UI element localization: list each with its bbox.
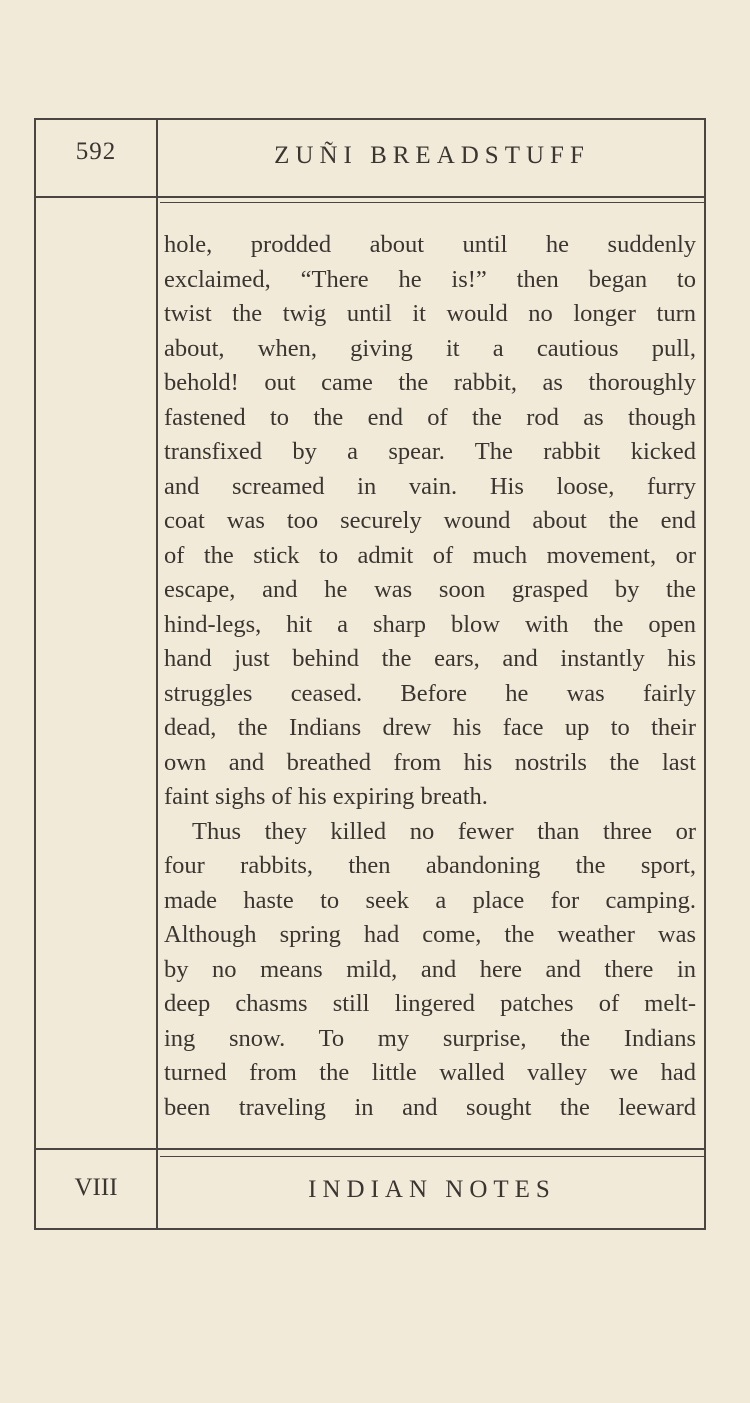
text-line: been traveling in and sought the leeward (164, 1093, 696, 1121)
text-line: own and breathed from his nostrils the last (164, 748, 696, 776)
column-divider (156, 120, 158, 1228)
text-line: turned from the little walled valley we had (164, 1059, 696, 1086)
text-line: four rabbits, then abandoning the sport, (164, 852, 696, 879)
text-line: transfixed by a spear. The rabbit kicked (164, 438, 696, 465)
header-rule-inner (160, 202, 704, 203)
running-head: ZUÑI BREADSTUFF (274, 142, 590, 169)
text-line: Thus they killed no fewer than three or (192, 817, 696, 845)
footer-rule-inner (160, 1156, 704, 1157)
text-line: Although spring had come, the weather was (164, 921, 696, 948)
text-line: dead, the Indians drew his face up to their (164, 714, 696, 741)
text-line: ing snow. To my surprise, the Indians (164, 1024, 696, 1052)
text-line: coat was too securely wound about the end (164, 507, 696, 534)
text-line: deep chasms still lingered patches of melt- (164, 990, 696, 1017)
text-line: twist the twig until it would no longer turn (164, 300, 696, 327)
text-line: of the stick to admit of much movement, or (164, 541, 696, 569)
text-line: behold! out came the rabbit, as thoroughly (164, 369, 696, 396)
body-text (164, 228, 696, 1125)
text-line: by no means mild, and here and there in (164, 955, 696, 983)
page-frame (34, 118, 706, 1230)
footer-title: INDIAN NOTES (308, 1176, 556, 1203)
paragraph-1 (164, 228, 696, 815)
text-line: hole, prodded about until he suddenly (164, 231, 696, 258)
text-line: fastened to the end of the rod as though (164, 403, 696, 431)
text-line: exclaimed, “There he is!” then began to (164, 265, 696, 293)
text-line: escape, and he was soon grasped by the (164, 576, 696, 603)
text-line: made haste to seek a place for camping. (164, 886, 696, 914)
paragraph-2 (164, 815, 696, 1126)
page-number: 592 (75, 138, 117, 165)
header-rule (36, 196, 704, 198)
chapter-numeral: VIII (74, 1174, 118, 1201)
text-line: hind-legs, hit a sharp blow with the open (164, 610, 696, 638)
text-line: hand just behind the ears, and instantly his (164, 645, 696, 672)
footer-rule (36, 1148, 704, 1150)
text-line: struggles ceased. Before he was fairly (164, 679, 696, 707)
text-line: and screamed in vain. His loose, furry (164, 472, 696, 500)
text-line: faint sighs of his expiring breath. (164, 783, 488, 810)
text-line: about, when, giving it a cautious pull, (164, 334, 696, 362)
